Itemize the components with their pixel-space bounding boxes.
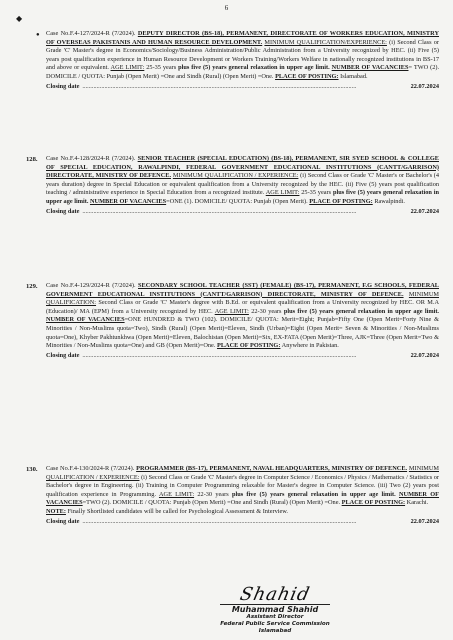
- signatory-title: Assistant Director: [246, 614, 304, 620]
- vacancies-label: NUMBER OF VACANCIES: [46, 316, 125, 324]
- mq-label: MINIMUM QUALIFICATION / EXPERIENCE:: [172, 172, 299, 180]
- entry-127: [46, 30, 439, 91]
- corner-mark: ◆: [16, 14, 23, 23]
- vacancies-text: = TWO (2). DOMICILE / QUOTA:: [46, 64, 440, 80]
- domicile-detail: Punjab (Open Merit).: [253, 197, 308, 205]
- entry-130: [46, 465, 439, 526]
- closing-date: 22.07.2024: [410, 517, 439, 525]
- age-text: 25-35 years: [301, 189, 332, 197]
- signatory-name: Muhammad Shahid: [231, 605, 319, 614]
- note-label: NOTE:: [46, 507, 66, 515]
- entry-number: 129.: [26, 283, 38, 290]
- mq-text: (i) Second Class or Grade 'C' Master's degree in Economics/Sociology/Business Administration/Public Administration from a University recognized by HEC. (ii) Five (5) years post qualification experience in Human Resource Development or Workers Training/Workers Welfare in nationally recognized institutions in BS-17 and above or equivalent.: [46, 38, 439, 72]
- age-label: AGE LIMIT:: [214, 307, 249, 315]
- mq-label: MINIMUM QUALIFICATION:: [46, 290, 439, 307]
- posting-text: Karachi.: [406, 499, 429, 507]
- age-relaxation: plus five (5) years general relaxation in upper age limit.: [283, 307, 440, 315]
- entry-number: 128.: [26, 156, 38, 163]
- entry-number: 130.: [26, 466, 38, 473]
- closing-date: 22.07.2024: [410, 82, 439, 90]
- post-title: SENIOR TEACHER (SPECIAL EDUCATION) (BS-18), PERMANENT, SIR SYED SCHOOL & COLLEGE OF SPECIAL EDUCATION, RAWALPINDI, FEDERAL GOVERNMENT EDUCATIONAL INSTITUTIONS (CANTT/GARRISON) DIRECTORATE, MINISTRY OF DEFENCE.: [46, 155, 439, 180]
- age-text: 22-30 years: [251, 307, 282, 315]
- age-text: 22-30 years: [197, 490, 229, 498]
- closing-row: Closing date .............................................................................................................................................................................. 22.07.2024: [46, 351, 439, 359]
- entry-128: [46, 155, 439, 216]
- domicile-detail: Merit=Eight; Punjab=Fifty One (Open Merit=Forty Nine & Minorities / Non-Muslims quota=Two), Sindh (Rural) (Open Merit)=Eleven, Sindh (Urban)=Eight (Open Merit= Seven & Minorities / Non-Muslims quota=One), Khyber Pakhtunkhwa (Open Merit)=Eleven, Balochistan (Open Merit)=Six, EX-FATA (Open Merit)=Three, AJK=Three (Open Merit=Two & Minorities / Non-Muslims quota=One) and GB (Open Merit)=One.: [46, 316, 440, 350]
- closing-label: Closing date: [46, 351, 80, 359]
- age-text: 25-35 years: [146, 64, 177, 72]
- domicile-detail: Punjab (Open Merit) =One and Sindh (Rural) (Open Merit) =One.: [173, 499, 341, 507]
- domicile-detail: Punjab (Open Merit) =One and Sindh (Rural) (Open Merit) =One.: [106, 72, 274, 80]
- age-label: AGE LIMIT:: [265, 189, 300, 197]
- mq-text: (i) Second Class or Grade 'C' Master's degree in Computer Science / Economics / Physics / Mathematics / Statistics or Bachelor's degree in Engineering. (ii) Training in Computer Programming relaxable for Master's degree in Computer Science. (iii) Two (2) years post qualification experience in Programming.: [46, 473, 440, 498]
- post-title: DEPUTY DIRECTOR (BS-18), PERMANENT, DIRECTORATE OF WORKERS EDUCATION, MINISTRY OF OVERSEAS PAKISTANIS AND HUMAN RESOURCE DEVELOPMENT.: [46, 30, 440, 46]
- mq-text: Second Class or Grade 'C' Master's degree with B.Ed. or equivalent qualification from a University recognized by HEC. OR M.A (Education)/ MA (EPM) from a University recognized by HEC.: [46, 299, 439, 315]
- closing-label: Closing date: [46, 82, 80, 90]
- age-relaxation: plus five (5) years general relaxation in upper age limit.: [46, 189, 440, 205]
- vacancies-label: NUMBER OF VACANCIES: [46, 490, 439, 507]
- closing-date: 22.07.2024: [410, 207, 439, 215]
- closing-row: Closing date .............................................................................................................................................................................. 22.07.2024: [46, 207, 439, 215]
- vacancies-text: =ONE (1). DOMICILE/ QUOTA:: [166, 197, 253, 205]
- posting-text: Islamabad.: [340, 72, 368, 80]
- post-title: SECONDARY SCHOOL TEACHER (SST) (FEMALE) (BS-17), PERMANENT, F.G SCHOOLS, FEDERAL GOVERNMENT EDUCATIONAL INSTITUTIONS (CANTT/GARRISON) DIRECTORATE, MINISTRY OF DEFENCE.: [46, 282, 439, 298]
- bullet-mark: ●: [36, 32, 40, 38]
- closing-row: Closing date .............................................................................................................................................................................. 22.07.2024: [46, 517, 439, 525]
- vacancies-text: =ONE HUNDRED & TWO (102). DOMICILE/ QUOTA:: [124, 316, 279, 324]
- posting-label: PLACE OF POSTING:: [216, 342, 281, 350]
- signatory-organization: Federal Public Service Commission: [220, 621, 330, 627]
- closing-date: 22.07.2024: [410, 351, 439, 359]
- post-title: PROGRAMMER (BS-17), PERMANENT, NAVAL HEADQUARTERS, MINISTRY OF DEFENCE.: [136, 465, 408, 472]
- posting-label: PLACE OF POSTING:: [341, 499, 406, 507]
- note-row: [46, 508, 439, 517]
- note-text: Finally Shortlisted candidates will be called for Psychological Assessment & Interview.: [67, 507, 288, 515]
- vacancies-label: NUMBER OF VACANCIES: [331, 64, 409, 72]
- page-number: 6: [224, 4, 229, 12]
- signature-block: [200, 586, 350, 635]
- case-number: Case No.F.4-129/2024-R (7/2024).: [46, 282, 136, 289]
- closing-row: Closing date .............................................................................................................................................................................. 22.07.2024: [46, 82, 439, 90]
- posting-text: Anywhere in Pakistan.: [281, 342, 339, 350]
- posting-text: Rawalpindi.: [374, 197, 405, 205]
- posting-label: PLACE OF POSTING:: [309, 197, 373, 205]
- mq-text: (i) Second Class or Grade 'C' Master's or Bachelor's (4 years duration) degree in Special Education or equivalent qualification from a University recognized by the HEC. (ii) Five (5) years post qualification teaching / administrative experience in Special Education from a recognized institute.: [46, 172, 440, 197]
- mq-label: MINIMUM QUALIFICATION/EXPERIENCE:: [264, 38, 387, 46]
- vacancies-text: =TWO (2). DOMICILE / QUOTA:: [82, 499, 172, 507]
- mq-label: MINIMUM QUALIFICATION / EXPERIENCE:: [46, 465, 439, 481]
- age-relaxation: plus five (5) years general relaxation in upper age limit.: [178, 64, 330, 72]
- closing-label: Closing date: [46, 517, 80, 525]
- posting-label: PLACE OF POSTING:: [275, 72, 339, 80]
- case-number: Case No.F.4-130/2024-R (7/2024).: [46, 465, 135, 472]
- entry-129: [46, 282, 439, 360]
- age-label: AGE LIMIT:: [110, 64, 145, 72]
- case-number: Case No.F.4-128/2024-R (7/2024).: [46, 155, 136, 162]
- closing-label: Closing date: [46, 207, 80, 215]
- age-label: AGE LIMIT:: [158, 490, 195, 498]
- age-relaxation: plus five (5) years general relaxation in upper age limit.: [231, 490, 396, 498]
- signatory-location: Islamabad: [258, 628, 292, 634]
- case-number: Case No.F.4-127/2024-R (7/2024).: [46, 30, 136, 37]
- signature-scrawl: Shahid: [238, 584, 313, 605]
- vacancies-label: NUMBER OF VACANCIES: [89, 197, 167, 205]
